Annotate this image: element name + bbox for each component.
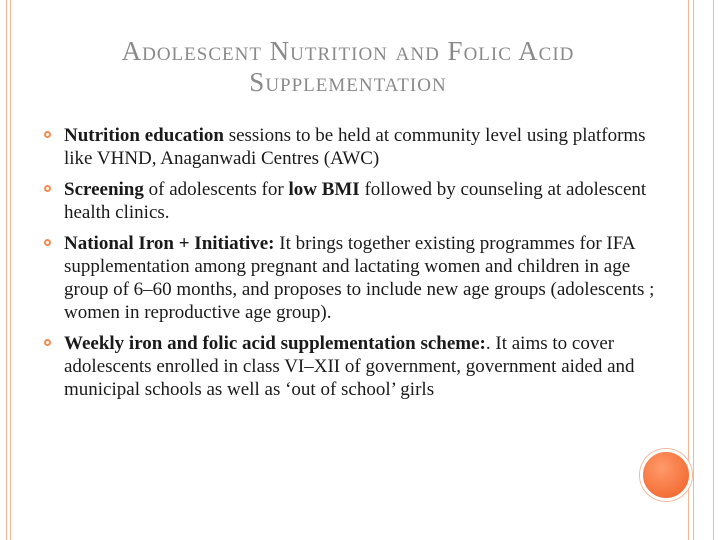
- decorative-orange-circle: [640, 449, 692, 501]
- bullet-heading: Nutrition education: [64, 125, 224, 146]
- bullet-text: of adolescents for: [143, 179, 289, 200]
- bullet-heading: National Iron + Initiative:: [64, 233, 275, 254]
- bullet-circle-icon: [44, 339, 51, 346]
- bullet-item-national-iron-initiative: [44, 232, 656, 324]
- bullet-list: [44, 124, 656, 409]
- right-border-line-outer: [713, 0, 714, 540]
- bullet-circle-icon: [44, 239, 51, 246]
- left-border-line-inner: [10, 0, 11, 540]
- bullet-item-screening: [44, 178, 656, 224]
- bullet-text-continued: followed by counseling at adolescent health clinics.: [64, 179, 647, 223]
- bullet-heading: Screening: [64, 179, 144, 200]
- title-line-1: Adolescent Nutrition and Folic Acid: [121, 36, 575, 66]
- bullet-text: . It aims to cover adolescents enrolled in class VI–XII of government, government aided and municipal schools as well as ‘out of school’ girls: [64, 333, 635, 400]
- bullet-circle-icon: [44, 131, 51, 138]
- bullet-emphasis: low BMI: [288, 179, 360, 200]
- bullet-item-nutrition-education: [44, 124, 656, 170]
- bullet-text: sessions to be held at community level using platforms like VHND, Anaganwadi Centres (AWC): [64, 125, 646, 169]
- right-border-line-middle: [693, 0, 694, 540]
- left-border-line: [6, 0, 7, 540]
- bullet-circle-icon: [44, 185, 51, 192]
- bullet-heading: Weekly iron and folic acid supplementation scheme:: [64, 333, 486, 354]
- right-border-line-inner: [688, 0, 689, 540]
- slide-title: [34, 36, 662, 98]
- bullet-item-weekly-iron-scheme: [44, 332, 656, 401]
- title-line-2: Supplementation: [249, 67, 447, 97]
- bullet-text: It brings together existing programmes for IFA supplementation among pregnant and lactating women and children in age group of 6–60 months, and proposes to include new age groups (adolescents ; women in reproductive age group).: [64, 233, 655, 323]
